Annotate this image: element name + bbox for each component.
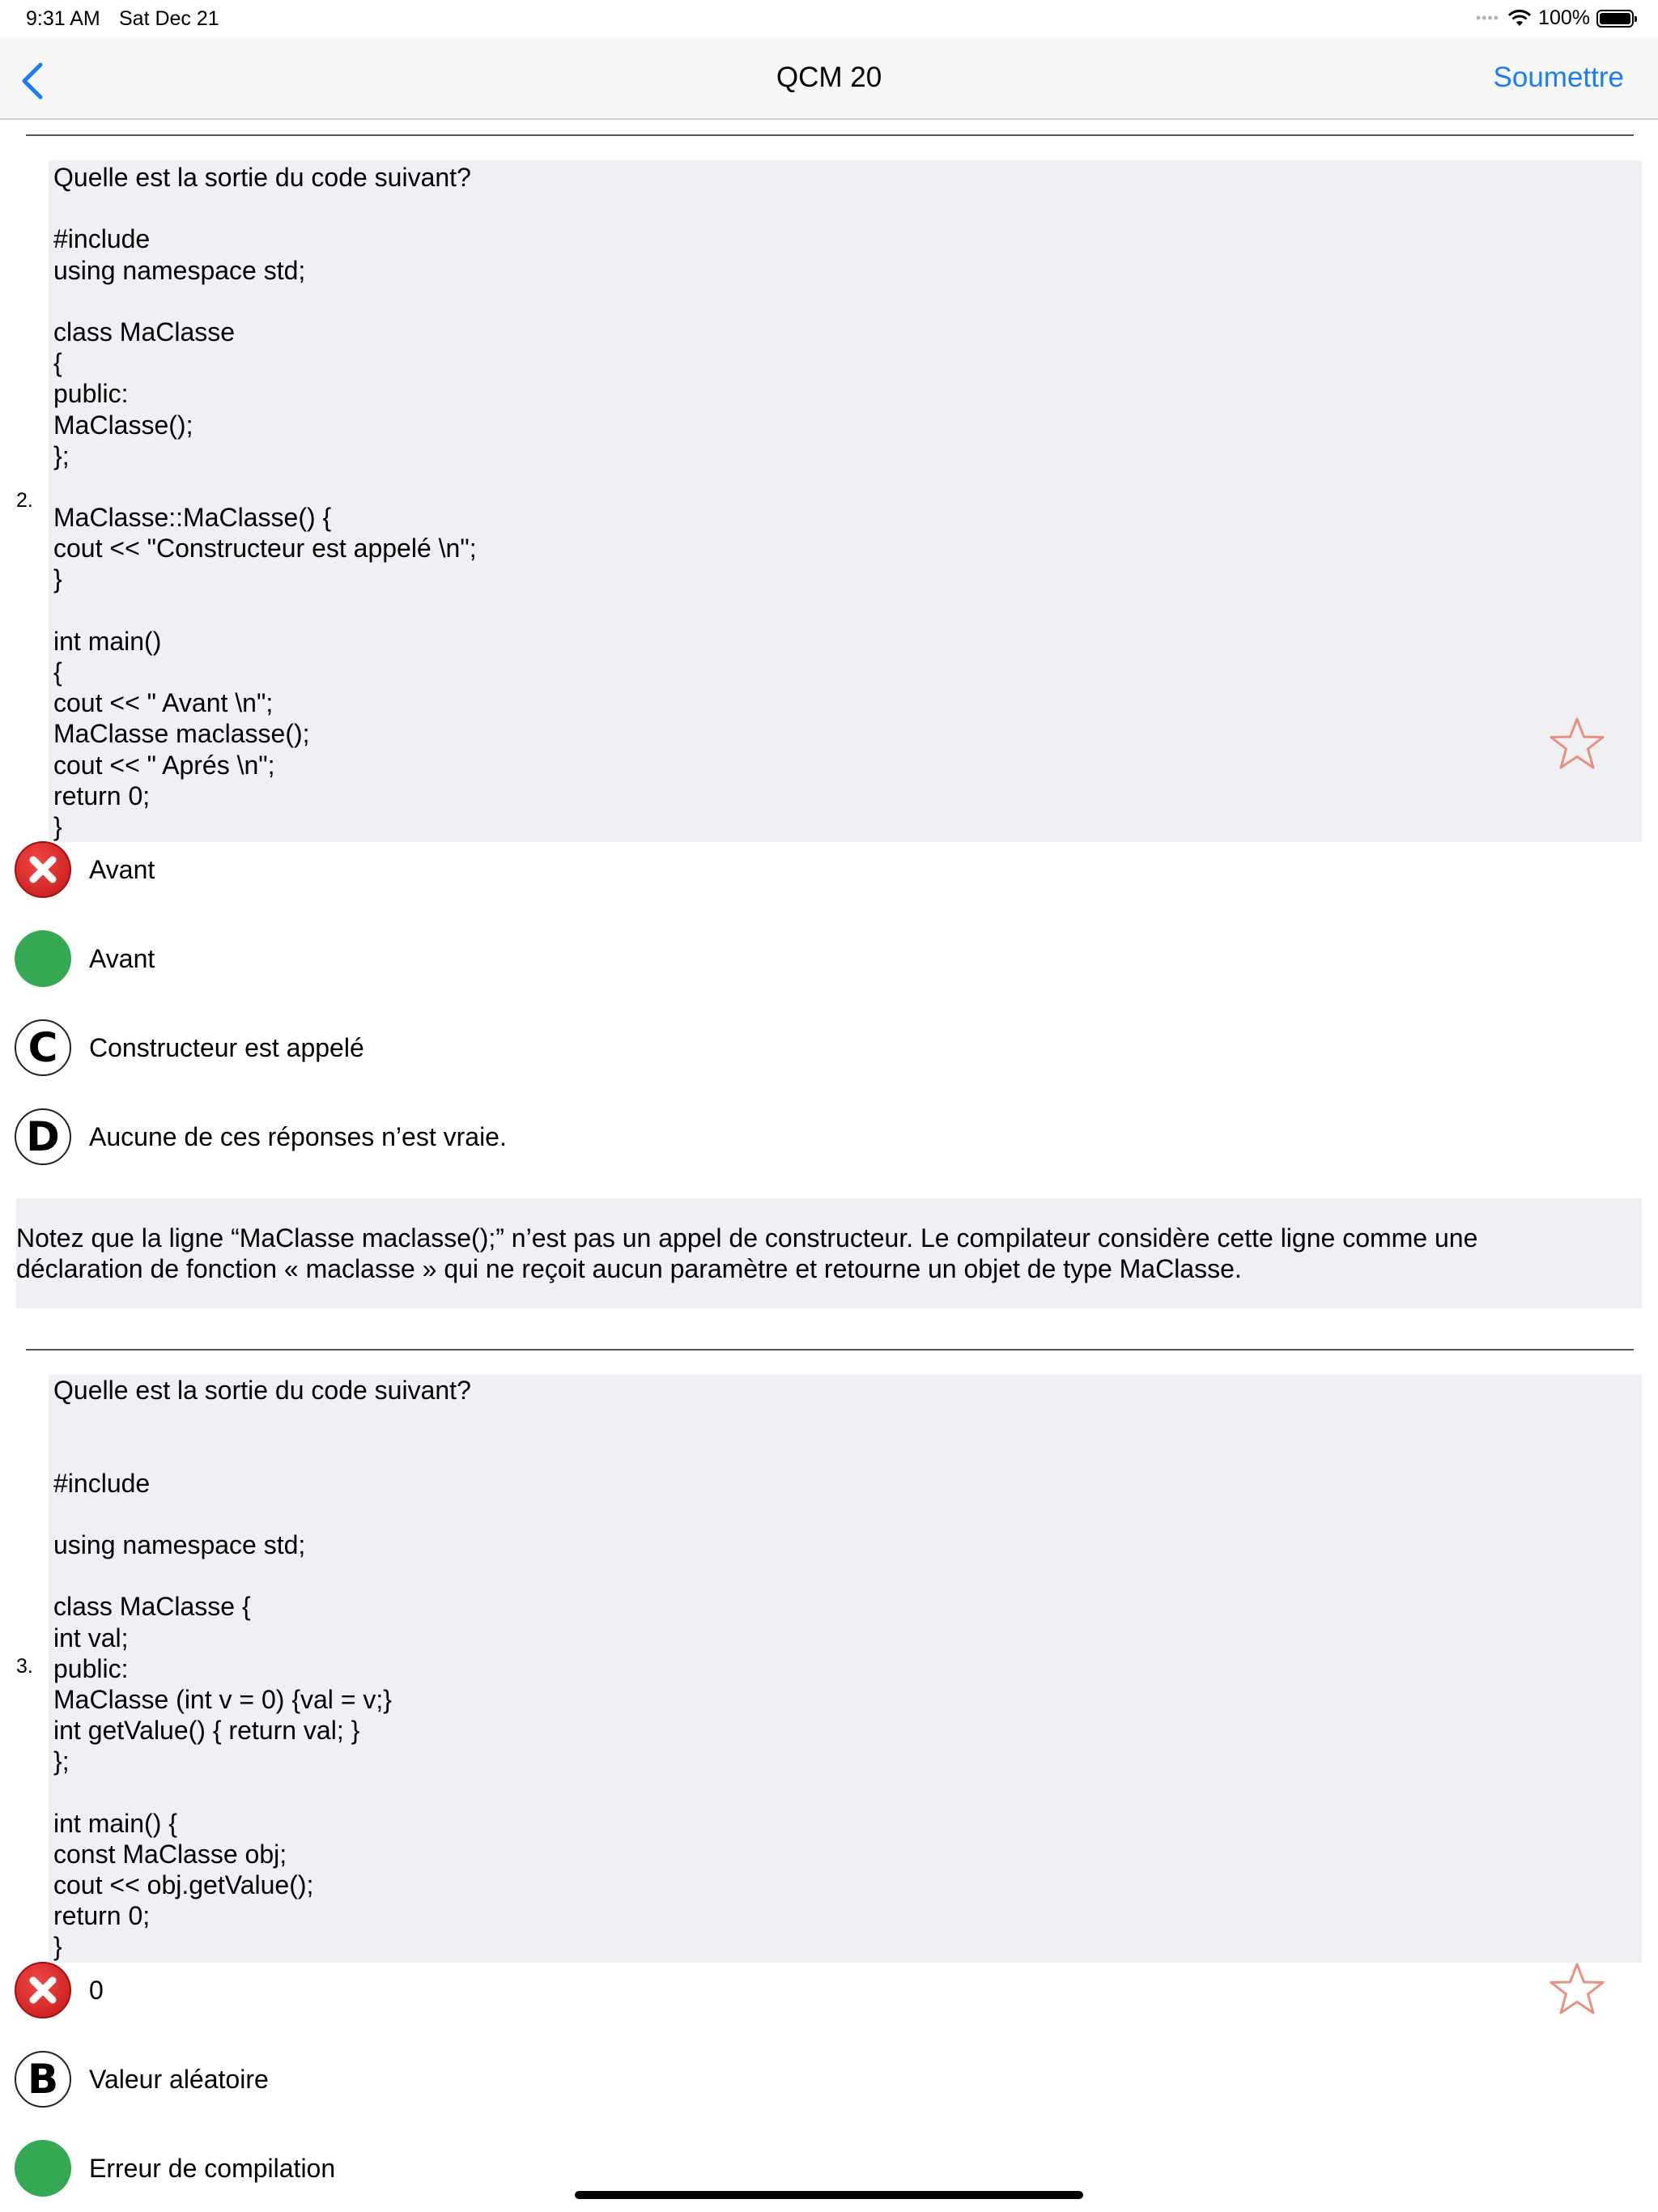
option-text: Constructeur est appelé (89, 1032, 364, 1062)
question-line (53, 1406, 1642, 1436)
wrong-answer-icon (15, 841, 71, 898)
question-line: int main() (53, 626, 162, 656)
option-letter-d-icon: D (15, 1108, 71, 1165)
question-line: int main() { (53, 1808, 177, 1838)
question-line (53, 1499, 1642, 1529)
status-date: Sat Dec 21 (119, 7, 219, 30)
question-line: cout << " Aprés \n"; (53, 750, 275, 780)
option-text: Avant (89, 943, 155, 973)
option-text: Valeur aléatoire (89, 2064, 269, 2094)
question-line: MaClasse maclasse(); (53, 719, 310, 749)
question-line: return 0; (53, 781, 151, 810)
question-line (53, 1560, 1642, 1591)
question-line: { (53, 657, 62, 687)
question-line: int getValue() { return val; } (53, 1716, 360, 1746)
question-line: #include (53, 1468, 151, 1498)
signal-icon: •••• (1475, 10, 1500, 26)
answer-option-c[interactable] (15, 1018, 364, 1078)
submit-button[interactable]: Soumettre (1493, 62, 1624, 93)
question-line (53, 1436, 1642, 1467)
question-line: MaClasse::MaClasse() { (53, 503, 332, 533)
question-line (53, 471, 1642, 502)
question-line: }; (53, 440, 70, 470)
question-line: cout << " Avant \n"; (53, 688, 274, 718)
correct-answer-icon (15, 930, 71, 987)
question-line: cout << obj.getValue(); (53, 1870, 314, 1899)
answer-option-c[interactable] (15, 2138, 335, 2198)
answer-option-b[interactable] (15, 929, 155, 989)
answer-option-a[interactable] (15, 1960, 104, 2020)
question-line: public: (53, 1653, 129, 1683)
question-line: MaClasse(); (53, 410, 193, 440)
favorite-star-icon[interactable] (1548, 716, 1606, 772)
question-line: using namespace std; (53, 1529, 306, 1559)
question-line: } (53, 1932, 62, 1962)
explanation-line: Notez que la ligne “MaClasse maclasse();” n’est pas un appel de constructeur. Le compilateur considère cette ligne comme une (16, 1223, 1478, 1253)
option-text: Avant (89, 854, 155, 884)
question-line: cout << "Constructeur est appelé \n"; (53, 534, 477, 564)
wrong-answer-icon (15, 1962, 71, 2018)
option-letter-b-icon: B (15, 2051, 71, 2108)
question-text (53, 162, 1642, 842)
status-right (1476, 6, 1634, 30)
question-text (53, 1375, 1642, 1963)
question-line: } (53, 564, 62, 594)
question-line: class MaClasse { (53, 1592, 251, 1622)
wifi-icon (1507, 10, 1532, 28)
question-line: return 0; (53, 1901, 151, 1931)
question-box (49, 1375, 1642, 1963)
question-line: using namespace std; (53, 255, 306, 285)
option-text: Erreur de compilation (89, 2153, 336, 2183)
answer-option-b[interactable] (15, 2049, 269, 2109)
nav-bar (0, 37, 1658, 120)
option-text: Aucune de ces réponses n’est vraie. (89, 1121, 507, 1151)
question-line: { (53, 348, 62, 378)
question-line: class MaClasse (53, 317, 236, 347)
status-bar (0, 0, 1658, 37)
option-letter-c-icon: C (15, 1019, 71, 1076)
status-time: 9:31 AM (26, 7, 100, 30)
question-line: const MaClasse obj; (53, 1839, 287, 1869)
explanation-line: déclaration de fonction « maclasse » qui ne reçoit aucun paramètre et retourne un objet de type MaClasse. (16, 1254, 1242, 1283)
correct-answer-icon (15, 2140, 71, 2197)
question-line (53, 595, 1642, 626)
question-line: #include (53, 224, 151, 254)
page-title: QCM 20 (776, 62, 882, 93)
favorite-star-icon[interactable] (1548, 1961, 1606, 2018)
home-indicator[interactable] (575, 2191, 1083, 2199)
question-line: public: (53, 379, 129, 409)
question-line: Quelle est la sortie du code suivant? (53, 1376, 471, 1405)
question-line: MaClasse (int v = 0) {val = v;} (53, 1684, 392, 1714)
battery-icon (1596, 10, 1634, 28)
question-divider (26, 134, 1634, 136)
question-box (49, 160, 1642, 842)
question-divider (26, 1349, 1634, 1351)
question-line: }; (53, 1746, 70, 1776)
question-line (53, 193, 1642, 223)
question-line: int val; (53, 1623, 129, 1653)
option-text: 0 (89, 1975, 104, 2005)
question-number: 2. (16, 489, 33, 512)
question-line (53, 1776, 1642, 1807)
answer-option-a[interactable] (15, 840, 155, 900)
battery-percent: 100% (1538, 6, 1590, 29)
explanation-box (16, 1198, 1642, 1308)
answer-option-d[interactable] (15, 1107, 507, 1167)
question-number: 3. (16, 1655, 33, 1678)
question-line (53, 286, 1642, 317)
question-line: } (53, 811, 62, 841)
question-line: Quelle est la sortie du code suivant? (53, 163, 471, 192)
